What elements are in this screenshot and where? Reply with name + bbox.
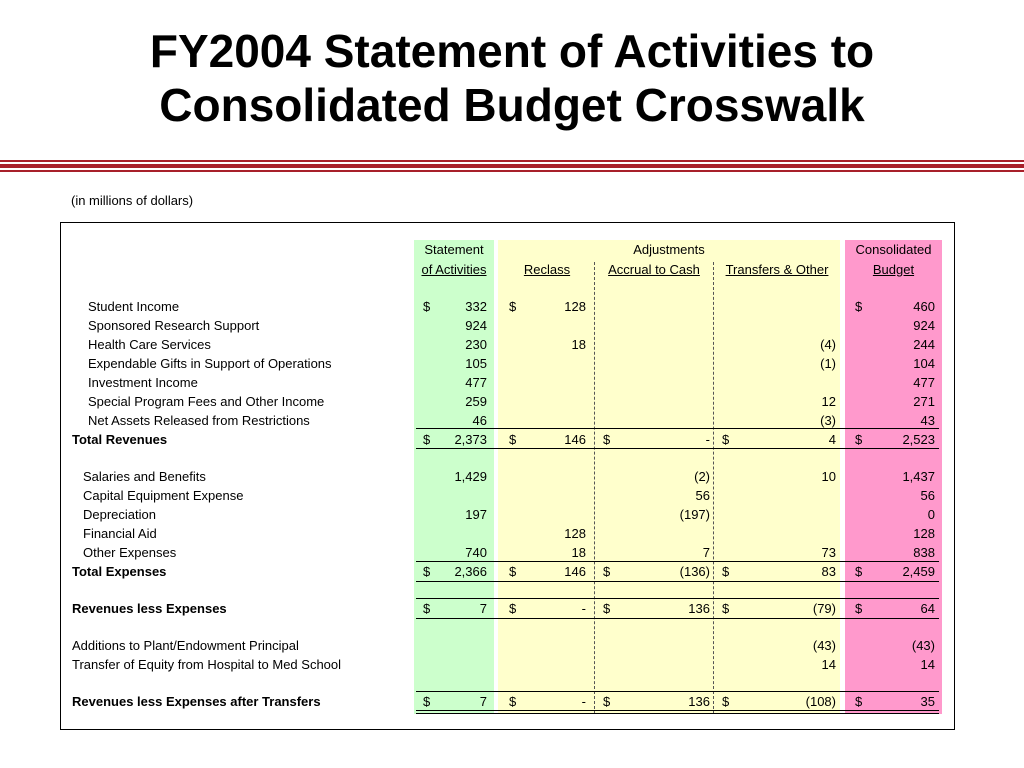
table-row bbox=[0, 543, 1024, 562]
dollar-sign: $ bbox=[509, 694, 517, 709]
accrual-to-cash-header: Accrual to Cash bbox=[608, 262, 700, 277]
row-label: Depreciation bbox=[83, 507, 156, 522]
cell-value: 73 bbox=[821, 545, 836, 560]
row-label: Sponsored Research Support bbox=[88, 318, 260, 333]
dollar-sign: $ bbox=[509, 564, 517, 579]
cell-value: (3) bbox=[820, 413, 836, 428]
table-row bbox=[0, 297, 1024, 316]
cell-value: (136) bbox=[679, 564, 710, 579]
cell-value: 10 bbox=[821, 469, 836, 484]
table-row bbox=[0, 354, 1024, 373]
cell-value: - bbox=[705, 432, 710, 447]
statement-header-line-1: Statement bbox=[424, 242, 484, 257]
table-row bbox=[0, 335, 1024, 354]
cell-value: (43) bbox=[812, 638, 836, 653]
cell-value: 43 bbox=[920, 413, 935, 428]
dollar-sign: $ bbox=[855, 432, 863, 447]
dollar-sign: $ bbox=[509, 601, 517, 616]
table-row bbox=[0, 655, 1024, 674]
rule-total-expenses-top bbox=[416, 561, 939, 562]
cell-value: 18 bbox=[571, 337, 586, 352]
cell-value: 477 bbox=[913, 375, 935, 390]
cell-value: 271 bbox=[913, 394, 935, 409]
cell-value: 1,437 bbox=[902, 469, 935, 484]
cell-value: (43) bbox=[911, 638, 935, 653]
cell-value: 924 bbox=[465, 318, 487, 333]
cell-value: 2,523 bbox=[902, 432, 935, 447]
table-row bbox=[0, 373, 1024, 392]
rule-rev-less-exp-top bbox=[416, 598, 939, 599]
table-row bbox=[0, 636, 1024, 655]
cell-value: 1,429 bbox=[454, 469, 487, 484]
table-row bbox=[0, 524, 1024, 543]
cell-value: 197 bbox=[465, 507, 487, 522]
cell-value: 128 bbox=[564, 526, 586, 541]
dollar-sign: $ bbox=[722, 564, 730, 579]
dollar-sign: $ bbox=[722, 694, 730, 709]
dollar-sign: $ bbox=[855, 299, 863, 314]
cell-value: 460 bbox=[913, 299, 935, 314]
cell-value: 2,366 bbox=[454, 564, 487, 579]
slide-title-line-2: Consolidated Budget Crosswalk bbox=[159, 79, 865, 131]
table-row bbox=[0, 430, 1024, 449]
row-label: Financial Aid bbox=[83, 526, 157, 541]
cell-value: 2,373 bbox=[454, 432, 487, 447]
dollar-sign: $ bbox=[722, 601, 730, 616]
dollar-sign: $ bbox=[509, 299, 517, 314]
cell-value: (1) bbox=[820, 356, 836, 371]
table-row bbox=[0, 505, 1024, 524]
rule-final-double bbox=[416, 710, 939, 714]
rule-total-revenues-top bbox=[416, 428, 939, 429]
cell-value: 12 bbox=[821, 394, 836, 409]
slide-title bbox=[0, 24, 1024, 132]
dollar-sign: $ bbox=[603, 694, 611, 709]
cell-value: 7 bbox=[479, 694, 487, 709]
cell-value: 35 bbox=[920, 694, 935, 709]
dollar-sign: $ bbox=[509, 432, 517, 447]
cell-value: 83 bbox=[821, 564, 836, 579]
row-label: Special Program Fees and Other Income bbox=[88, 394, 325, 409]
cell-value: 924 bbox=[913, 318, 935, 333]
table-row bbox=[0, 692, 1024, 711]
row-label: Other Expenses bbox=[83, 545, 177, 560]
cell-value: 146 bbox=[564, 564, 586, 579]
cell-value: 104 bbox=[913, 356, 935, 371]
row-label: Capital Equipment Expense bbox=[83, 488, 244, 503]
dollar-sign: $ bbox=[603, 564, 611, 579]
cell-value: (79) bbox=[812, 601, 836, 616]
cell-value: 14 bbox=[821, 657, 836, 672]
transfers-other-header: Transfers & Other bbox=[725, 262, 829, 277]
rule-final-top bbox=[416, 691, 939, 692]
cell-value: 128 bbox=[913, 526, 935, 541]
cell-value: 56 bbox=[920, 488, 935, 503]
budget-header-line-2: Budget bbox=[872, 262, 915, 277]
cell-value: - bbox=[581, 601, 586, 616]
cell-value: 7 bbox=[479, 601, 487, 616]
cell-value: 230 bbox=[465, 337, 487, 352]
dollar-sign: $ bbox=[855, 694, 863, 709]
row-label: Revenues less Expenses after Transfers bbox=[72, 694, 321, 709]
table-row bbox=[0, 486, 1024, 505]
cell-value: (108) bbox=[805, 694, 836, 709]
cell-value: 46 bbox=[472, 413, 487, 428]
dollar-sign: $ bbox=[855, 564, 863, 579]
cell-value: 0 bbox=[927, 507, 935, 522]
table-row bbox=[0, 599, 1024, 618]
row-label: Additions to Plant/Endowment Principal bbox=[72, 638, 299, 653]
rule-total-expenses-bottom bbox=[416, 581, 939, 582]
cell-value: (197) bbox=[679, 507, 710, 522]
cell-value: 332 bbox=[465, 299, 487, 314]
cell-value: (2) bbox=[694, 469, 710, 484]
row-label: Investment Income bbox=[88, 375, 198, 390]
cell-value: 4 bbox=[828, 432, 836, 447]
table-row bbox=[0, 467, 1024, 486]
units-note: (in millions of dollars) bbox=[71, 193, 194, 208]
cell-value: 740 bbox=[465, 545, 487, 560]
table-row bbox=[0, 562, 1024, 581]
cell-value: 136 bbox=[688, 601, 710, 616]
cell-value: - bbox=[581, 694, 586, 709]
title-rule-middle bbox=[0, 164, 1024, 168]
table-row bbox=[0, 316, 1024, 335]
budget-header-line-1: Consolidated bbox=[855, 242, 932, 257]
row-label: Health Care Services bbox=[88, 337, 211, 352]
cell-value: 259 bbox=[465, 394, 487, 409]
cell-value: 64 bbox=[920, 601, 935, 616]
cell-value: 128 bbox=[564, 299, 586, 314]
row-label: Salaries and Benefits bbox=[83, 469, 206, 484]
statement-header bbox=[414, 241, 494, 259]
dollar-sign: $ bbox=[423, 694, 431, 709]
cell-value: 105 bbox=[465, 356, 487, 371]
cell-value: 136 bbox=[688, 694, 710, 709]
title-rule-bottom bbox=[0, 170, 1024, 172]
row-label: Expendable Gifts in Support of Operations bbox=[88, 356, 332, 371]
dollar-sign: $ bbox=[423, 601, 431, 616]
cell-value: 838 bbox=[913, 545, 935, 560]
row-label: Net Assets Released from Restrictions bbox=[88, 413, 310, 428]
dollar-sign: $ bbox=[603, 432, 611, 447]
table-row bbox=[0, 392, 1024, 411]
cell-value: 244 bbox=[913, 337, 935, 352]
cell-value: 7 bbox=[702, 545, 710, 560]
reclass-header: Reclass bbox=[523, 262, 571, 277]
row-label: Student Income bbox=[88, 299, 180, 314]
row-label: Total Expenses bbox=[72, 564, 167, 579]
adjustments-header: Adjustments bbox=[633, 242, 705, 257]
title-rule-top bbox=[0, 160, 1024, 162]
rule-total-revenues-bottom bbox=[416, 448, 939, 449]
dollar-sign: $ bbox=[855, 601, 863, 616]
row-label: Total Revenues bbox=[72, 432, 168, 447]
cell-value: 2,459 bbox=[902, 564, 935, 579]
cell-value: 477 bbox=[465, 375, 487, 390]
slide-title-line-1: FY2004 Statement of Activities to bbox=[149, 25, 875, 77]
dollar-sign: $ bbox=[603, 601, 611, 616]
dollar-sign: $ bbox=[423, 432, 431, 447]
dollar-sign: $ bbox=[423, 564, 431, 579]
rule-rev-less-exp-bottom bbox=[416, 618, 939, 619]
cell-value: 14 bbox=[920, 657, 935, 672]
cell-value: (4) bbox=[820, 337, 836, 352]
statement-header-line-2: of Activities bbox=[421, 262, 487, 277]
cell-value: 56 bbox=[695, 488, 710, 503]
row-label: Revenues less Expenses bbox=[72, 601, 227, 616]
cell-value: 18 bbox=[571, 545, 586, 560]
dollar-sign: $ bbox=[722, 432, 730, 447]
row-label: Transfer of Equity from Hospital to Med School bbox=[72, 657, 342, 672]
dollar-sign: $ bbox=[423, 299, 431, 314]
cell-value: 146 bbox=[564, 432, 586, 447]
